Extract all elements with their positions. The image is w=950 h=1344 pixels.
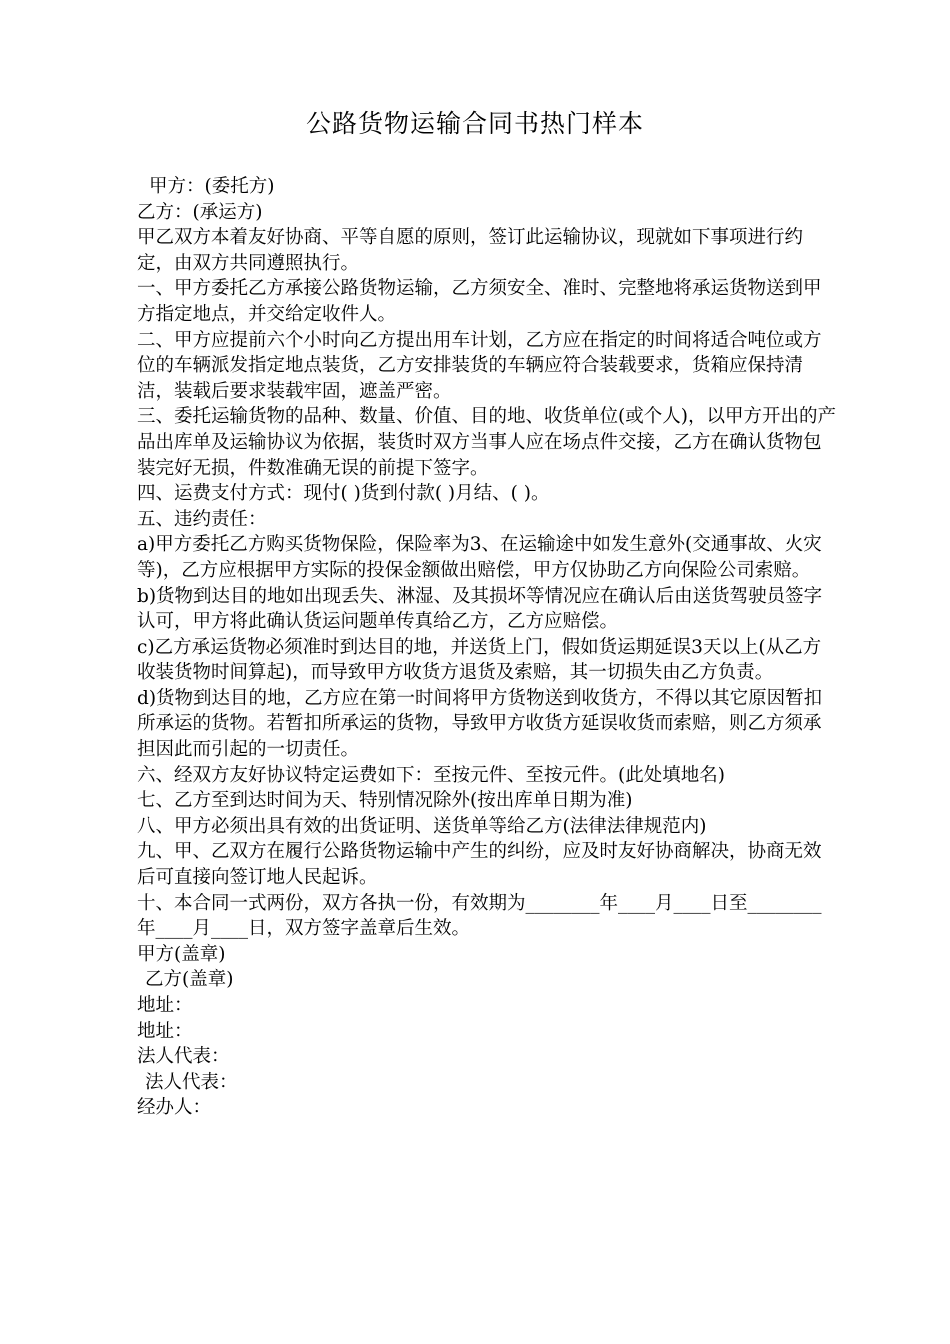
party-a-seal: 甲方(盖章)	[137, 943, 226, 965]
party-a-legal-rep: 法人代表：	[137, 1046, 230, 1068]
party-b-legal-rep: 法人代表：	[145, 1071, 238, 1093]
party-b-address: 地址：	[137, 1020, 193, 1042]
clause-4: 四、运费支付方式：现付( )货到付款( )月结、( )。	[137, 483, 550, 505]
document-title: 公路货物运输合同书热门样本	[305, 109, 644, 138]
clause-5-heading: 五、违约责任：	[137, 508, 267, 530]
clause-5d: d)货物到达目的地，乙方应在第一时间将甲方货物送到收货方，不得以其它原因暂扣所承运的货物。若暂扣所承运的货物，导致甲方收货方延误收货而索赔，则乙方须承担因此而引起的一切责任。	[137, 687, 823, 761]
clause-5a: a)甲方委托乙方购买货物保险，保险率为3、在运输途中如发生意外(交通事故、火灾等)，乙方应根据甲方实际的投保金额做出赔偿，甲方仅协助乙方向保险公司索赔。	[137, 534, 822, 581]
clause-5b: b)货物到达目的地如出现丢失、淋湿、及其损坏等情况应在确认后由送货驾驶员签字认可，甲方将此确认货运问题单传真给乙方，乙方应赔偿。	[137, 585, 823, 633]
preamble-paragraph: 甲乙双方本着友好协商、平等自愿的原则，签订此运输协议，现就如下事项进行约定，由双方共同遵照执行。	[137, 227, 804, 274]
clause-1: 一、甲方委托乙方承接公路货物运输，乙方须安全、准时、完整地将承运货物送到甲方指定地点，并交给定收件人。	[137, 278, 822, 325]
clause-10: 十、本合同一式两份，双方各执一份，有效期为________年____月____日至________年____月____日，双方签字盖章后生效。	[137, 892, 822, 940]
handler-line: 经办人：	[137, 1097, 212, 1119]
clause-6: 六、经双方友好协议特定运费如下：至按元件、至按元件。(此处填地名)	[137, 764, 725, 786]
party-b-line: 乙方：(承运方)	[137, 201, 263, 223]
clause-3: 三、委托运输货物的品种、数量、价值、目的地、收货单位(或个人)，以甲方开出的产品出库单及运输协议为依据，装货时双方当事人应在场点件交接，乙方在确认货物包装完好无损，件数准确无误的前提下签字。	[137, 406, 836, 479]
clause-2: 二、甲方应提前六个小时向乙方提出用车计划，乙方应在指定的时间将适合吨位或方位的车辆派发指定地点装货，乙方安排装货的车辆应符合装载要求，货箱应保持清洁，装载后要求装载牢固，遮盖严密。	[137, 329, 822, 402]
party-b-seal: 乙方(盖章)	[145, 969, 234, 991]
party-a-line: 甲方：(委托方)	[149, 176, 275, 197]
clause-7: 七、乙方至到达时间为天、特别情况除外(按出库单日期为准)	[137, 790, 633, 812]
clause-5c: c)乙方承运货物必须准时到达目的地，并送货上门，假如货运期延误3天以上(从乙方收装货物时间算起)，而导致甲方收货方退货及索赔，其一切损失由乙方负责。	[137, 636, 822, 684]
document-body	[137, 174, 837, 1121]
clause-8: 八、甲方必须出具有效的出货证明、送货单等给乙方(法律法律规范内)	[137, 815, 707, 837]
clause-9: 九、甲、乙双方在履行公路货物运输中产生的纠纷，应及时友好协商解决，协商无效后可直接向签订地人民起诉。	[137, 841, 822, 889]
party-a-address: 地址：	[137, 995, 193, 1016]
